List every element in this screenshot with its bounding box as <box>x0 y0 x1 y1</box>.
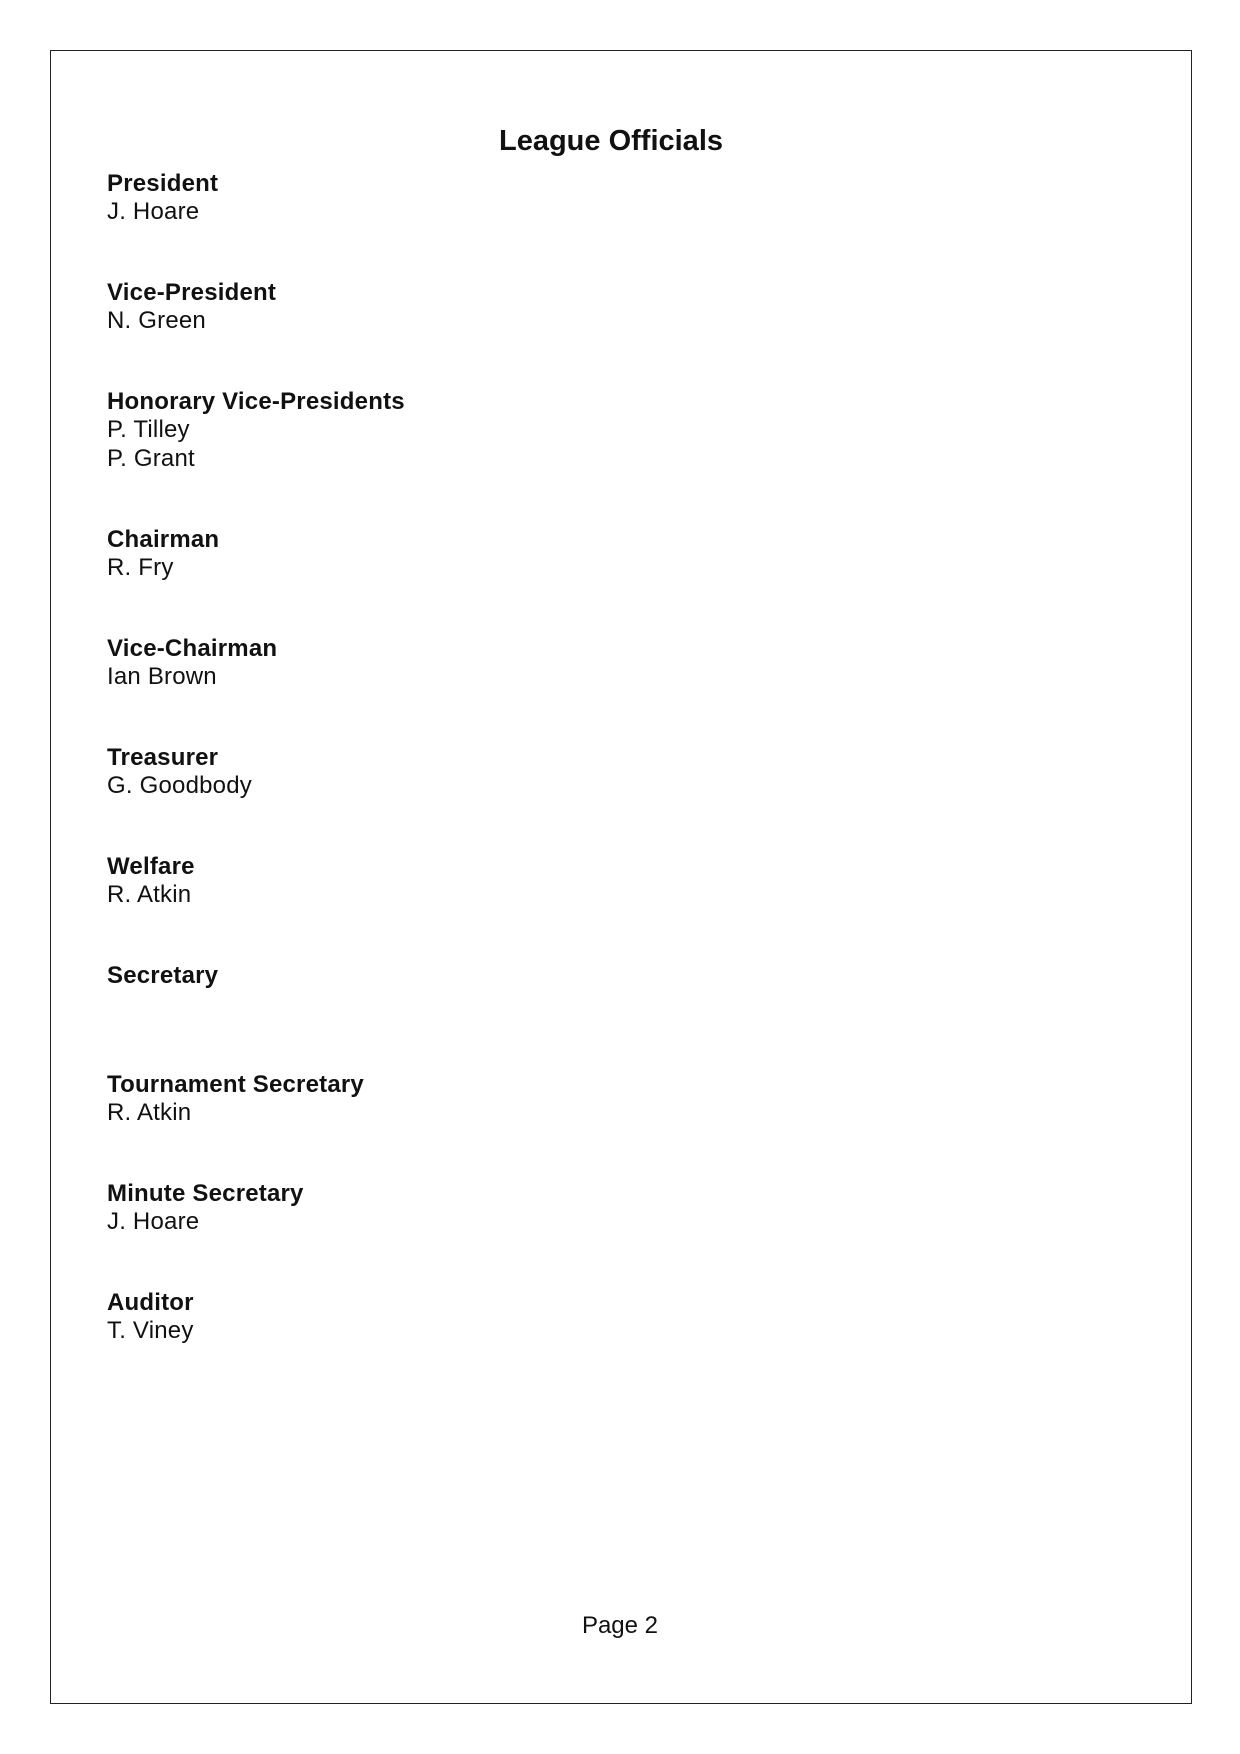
official-name: P. Grant <box>107 444 195 472</box>
official-chairman <box>107 526 1007 635</box>
page-title: League Officials <box>498 125 723 157</box>
official-honorary-vice-presidents <box>107 388 1007 526</box>
official-name: G. Goodbody <box>107 772 252 799</box>
role-title: President <box>107 170 219 197</box>
official-name: J. Hoare <box>107 198 200 225</box>
role-title: Minute Secretary <box>107 1180 304 1207</box>
official-president <box>107 170 1007 279</box>
official-name: R. Fry <box>107 554 174 581</box>
official-name: R. Atkin <box>107 881 192 908</box>
official-name: T. Viney <box>107 1317 194 1344</box>
role-title: Auditor <box>107 1289 194 1316</box>
official-vice-chairman <box>107 635 1007 744</box>
role-title: Honorary Vice-Presidents <box>107 388 405 415</box>
role-title: Secretary <box>107 962 219 989</box>
role-title: Welfare <box>107 853 195 880</box>
official-name-empty <box>107 990 1007 1019</box>
official-vice-president <box>107 279 1007 388</box>
page-number: Page 2 <box>581 1612 659 1639</box>
official-name: J. Hoare <box>107 1208 200 1235</box>
officials-list <box>107 170 1007 1398</box>
official-name: Ian Brown <box>107 663 217 690</box>
role-title: Vice-President <box>107 279 277 306</box>
official-tournament-secretary <box>107 1071 1007 1180</box>
official-treasurer <box>107 744 1007 853</box>
official-welfare <box>107 853 1007 962</box>
official-name: P. Tilley <box>107 416 190 443</box>
official-minute-secretary <box>107 1180 1007 1289</box>
official-name: R. Atkin <box>107 1099 192 1126</box>
official-auditor <box>107 1289 1007 1398</box>
role-title: Chairman <box>107 526 220 553</box>
official-name: N. Green <box>107 307 206 334</box>
role-title: Treasurer <box>107 744 219 771</box>
role-title: Tournament Secretary <box>107 1071 364 1098</box>
official-secretary <box>107 962 1007 1071</box>
role-title: Vice-Chairman <box>107 635 278 662</box>
